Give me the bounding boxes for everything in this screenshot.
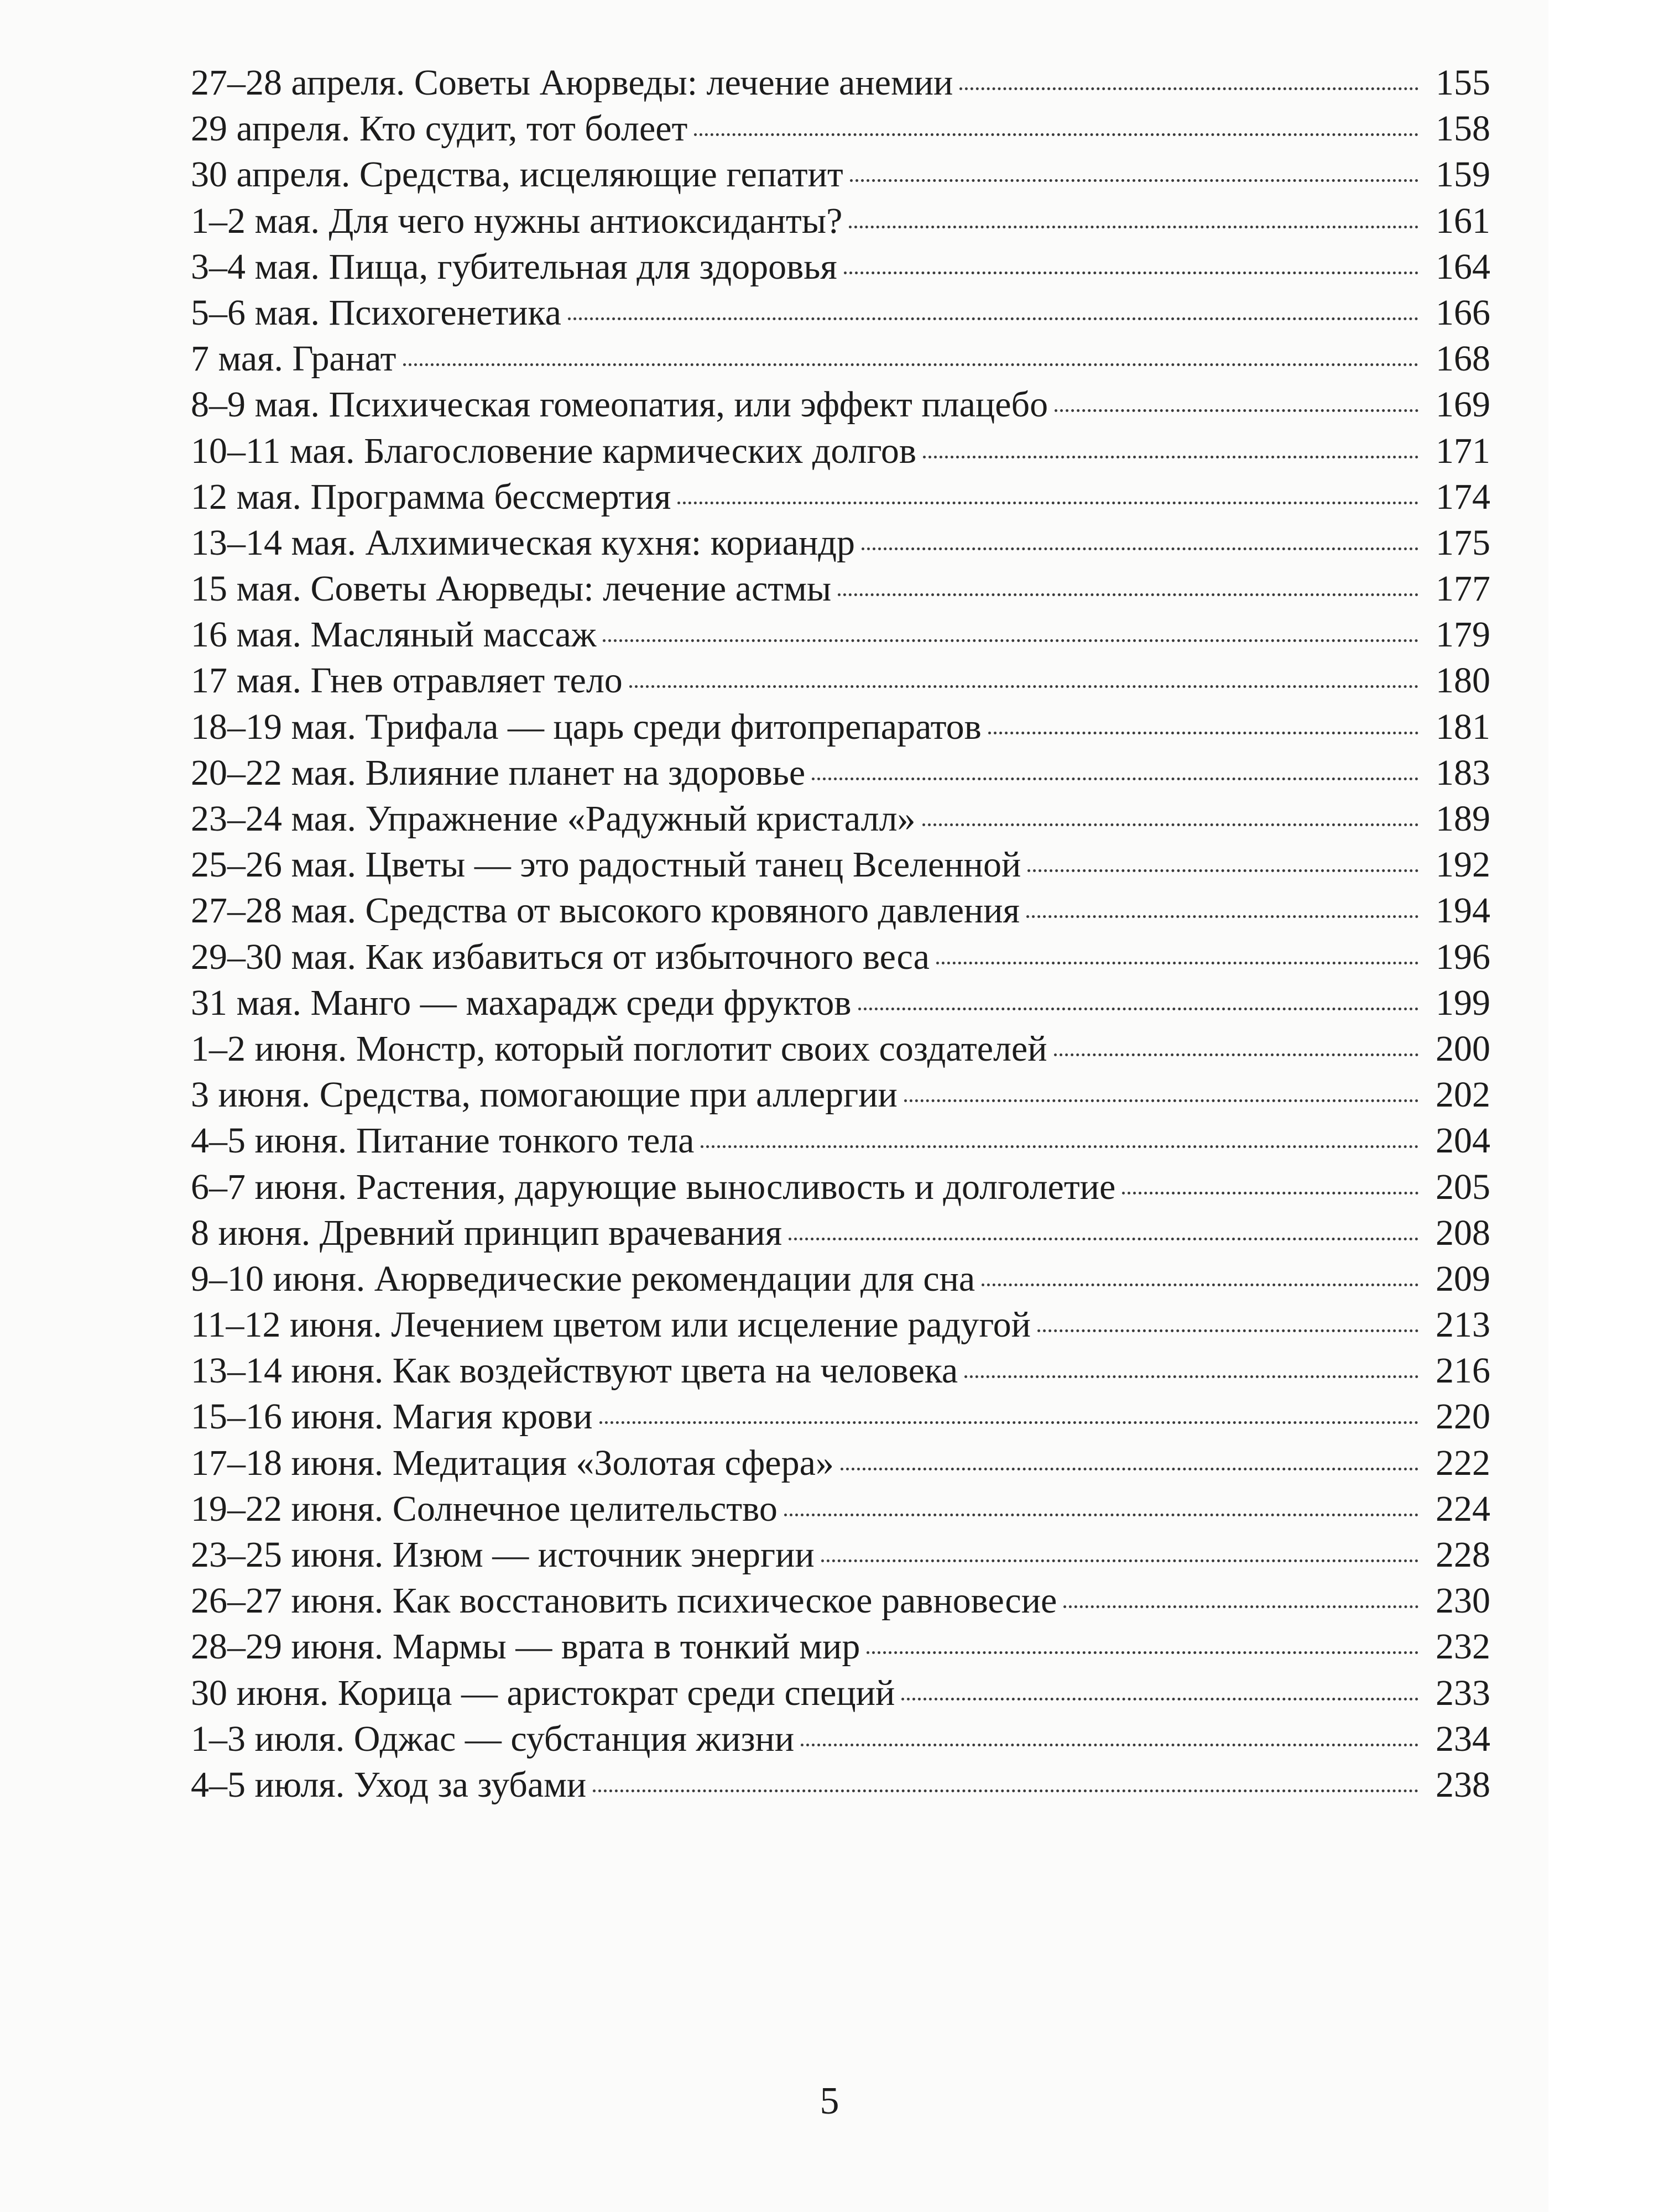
dot-leader [603,639,1418,642]
toc-entry-title: 13–14 июня. Как воздействуют цвета на человека [191,1350,958,1391]
toc-entry [191,1486,1490,1532]
dot-leader [1054,1053,1418,1056]
toc-entry [191,1762,1490,1808]
table-of-contents [191,60,1490,1808]
page-number: 5 [820,2080,839,2122]
dot-leader [784,1514,1418,1516]
toc-entry-title: 1–2 июня. Монстр, который поглотит своих создателей [191,1028,1047,1069]
toc-entry-title: 7 мая. Гранат [191,338,397,379]
toc-entry-page: 228 [1436,1535,1490,1575]
dot-leader [988,732,1418,734]
toc-entry [191,1670,1490,1716]
dot-leader [812,778,1418,780]
toc-entry [191,290,1490,336]
toc-entry [191,244,1490,290]
toc-entry-title: 8–9 мая. Психическая гомеопатия, или эффект плацебо [191,384,1048,425]
toc-entry [191,842,1490,888]
dot-leader [403,363,1418,366]
dot-leader [677,502,1418,504]
toc-entry [191,566,1490,612]
toc-entry-title: 15 мая. Советы Аюрведы: лечение астмы [191,568,832,609]
toc-entry-title: 3 июня. Средства, помогающие при аллергии [191,1074,898,1115]
toc-entry-title: 18–19 мая. Трифала — царь среди фитопрепаратов [191,706,982,747]
toc-entry [191,106,1490,152]
toc-entry-title: 20–22 мая. Влияние планет на здоровье [191,752,806,793]
toc-entry [191,474,1490,520]
toc-entry [191,428,1490,474]
toc-entry-title: 23–25 июня. Изюм — источник энергии [191,1535,815,1575]
dot-leader [959,87,1418,90]
dot-leader [1037,1329,1418,1332]
toc-entry-page: 196 [1436,936,1490,977]
toc-entry-page: 158 [1436,108,1490,149]
toc-entry-page: 213 [1436,1305,1490,1345]
toc-entry-page: 234 [1436,1718,1490,1759]
toc-entry-page: 174 [1436,476,1490,517]
toc-entry-page: 209 [1436,1258,1490,1299]
toc-entry-title: 3–4 мая. Пища, губительная для здоровья [191,246,837,287]
toc-entry [191,1440,1490,1486]
dot-leader [901,1698,1418,1700]
toc-entry [191,1210,1490,1256]
toc-entry [191,152,1490,197]
toc-entry-page: 192 [1436,844,1490,885]
dot-leader [858,1008,1418,1010]
page-margin [1548,0,1659,2212]
dot-leader [849,226,1418,228]
dot-leader [801,1744,1418,1746]
toc-entry-title: 29–30 мая. Как избавиться от избыточного веса [191,936,930,977]
toc-entry-title: 19–22 июня. Солнечное целительство [191,1488,778,1529]
toc-entry-title: 30 июня. Корица — аристократ среди специй [191,1672,895,1713]
dot-leader [789,1238,1418,1240]
toc-entry-title: 31 мая. Манго — махарадж среди фруктов [191,982,852,1023]
dot-leader [904,1099,1418,1102]
toc-entry-page: 199 [1436,982,1490,1023]
toc-entry-page: 171 [1436,430,1490,471]
dot-leader [1122,1192,1418,1194]
toc-entry-title: 27–28 апреля. Советы Аюрведы: лечение анемии [191,62,953,103]
toc-entry [191,658,1490,703]
toc-entry-page: 179 [1436,614,1490,655]
toc-entry-title: 27–28 мая. Средства от высокого кровяного давления [191,890,1020,931]
toc-entry-page: 205 [1436,1166,1490,1207]
dot-leader [821,1559,1418,1562]
toc-entry-page: 155 [1436,62,1490,103]
dot-leader [862,547,1418,550]
toc-entry-title: 11–12 июня. Лечением цветом или исцеление радугой [191,1305,1031,1345]
toc-entry-page: 238 [1436,1764,1490,1805]
toc-entry-page: 181 [1436,706,1490,747]
toc-entry [191,1256,1490,1302]
toc-entry-page: 216 [1436,1350,1490,1391]
toc-entry-title: 28–29 июня. Мармы — врата в тонкий мир [191,1626,860,1667]
toc-entry-page: 183 [1436,752,1490,793]
toc-entry [191,60,1490,106]
toc-entry-page: 200 [1436,1028,1490,1069]
dot-leader [841,1468,1418,1470]
toc-entry [191,1118,1490,1164]
dot-leader [850,179,1418,182]
toc-entry-page: 180 [1436,660,1490,701]
dot-leader [1027,869,1418,872]
toc-entry-page: 168 [1436,338,1490,379]
toc-entry-title: 10–11 мая. Благословение кармических долгов [191,430,917,471]
toc-entry [191,612,1490,658]
toc-entry-title: 5–6 мая. Психогенетика [191,292,561,333]
dot-leader [923,456,1418,458]
toc-entry-page: 177 [1436,568,1490,609]
dot-leader [844,272,1418,274]
toc-entry-title: 9–10 июня. Аюрведические рекомендации для сна [191,1258,975,1299]
toc-entry [191,1164,1490,1210]
dot-leader [1055,409,1418,412]
dot-leader [568,317,1418,320]
toc-entry [191,888,1490,933]
toc-entry [191,336,1490,382]
toc-entry [191,796,1490,842]
toc-entry-title: 4–5 июля. Уход за зубами [191,1764,587,1805]
dot-leader [599,1421,1418,1424]
toc-entry [191,704,1490,750]
toc-entry [191,1348,1490,1394]
toc-entry-page: 159 [1436,154,1490,195]
toc-entry [191,750,1490,796]
dot-leader [964,1375,1418,1378]
toc-entry [191,1026,1490,1072]
toc-entry-page: 164 [1436,246,1490,287]
dot-leader [593,1790,1418,1792]
toc-entry-page: 202 [1436,1074,1490,1115]
dot-leader [694,133,1418,136]
dot-leader [838,593,1418,596]
toc-entry [191,934,1490,980]
toc-entry-page: 208 [1436,1212,1490,1253]
toc-entry [191,520,1490,566]
toc-entry-page: 189 [1436,799,1490,839]
dot-leader [922,823,1418,826]
toc-entry-page: 161 [1436,200,1490,241]
toc-entry-title: 13–14 мая. Алхимическая кухня: кориандр [191,522,855,563]
dot-leader [629,685,1418,688]
toc-entry [191,1394,1490,1439]
toc-entry-title: 26–27 июня. Как восстановить психическое равновесие [191,1580,1057,1621]
toc-entry [191,198,1490,244]
toc-entry-page: 194 [1436,890,1490,931]
toc-entry-title: 6–7 июня. Растения, дарующие выносливость и долголетие [191,1166,1116,1207]
toc-entry-title: 16 мая. Масляный массаж [191,614,597,655]
dot-leader [867,1651,1418,1654]
toc-entry-title: 23–24 мая. Упражнение «Радужный кристалл» [191,799,916,839]
toc-entry [191,1072,1490,1118]
toc-entry-page: 232 [1436,1626,1490,1667]
toc-entry-page: 233 [1436,1672,1490,1713]
toc-entry [191,1624,1490,1670]
toc-entry-title: 8 июня. Древний принцип врачевания [191,1212,782,1253]
toc-entry [191,1532,1490,1578]
toc-entry-title: 29 апреля. Кто судит, тот болеет [191,108,688,149]
toc-entry [191,382,1490,427]
toc-entry-title: 17–18 июня. Медитация «Золотая сфера» [191,1442,834,1483]
toc-entry-page: 175 [1436,522,1490,563]
toc-entry-title: 1–3 июля. Оджас — субстанция жизни [191,1718,795,1759]
toc-entry-page: 224 [1436,1488,1490,1529]
toc-entry-title: 12 мая. Программа бессмертия [191,476,671,517]
toc-entry-title: 30 апреля. Средства, исцеляющие гепатит [191,154,843,195]
toc-entry [191,980,1490,1026]
dot-leader [936,962,1418,964]
toc-entry-title: 1–2 мая. Для чего нужны антиоксиданты? [191,200,843,241]
dot-leader [982,1284,1418,1286]
toc-entry-page: 204 [1436,1120,1490,1161]
toc-entry-title: 17 мая. Гнев отравляет тело [191,660,623,701]
toc-entry [191,1716,1490,1762]
toc-entry [191,1578,1490,1624]
toc-entry-page: 220 [1436,1396,1490,1437]
toc-entry-page: 222 [1436,1442,1490,1483]
dot-leader [1063,1605,1418,1608]
toc-entry-page: 230 [1436,1580,1490,1621]
toc-entry-title: 25–26 мая. Цветы — это радостный танец Вселенной [191,844,1021,885]
toc-entry-page: 169 [1436,384,1490,425]
toc-entry [191,1302,1490,1348]
dot-leader [1026,915,1418,918]
toc-entry-page: 166 [1436,292,1490,333]
dot-leader [701,1145,1418,1148]
toc-entry-title: 15–16 июня. Магия крови [191,1396,593,1437]
toc-entry-title: 4–5 июня. Питание тонкого тела [191,1120,695,1161]
